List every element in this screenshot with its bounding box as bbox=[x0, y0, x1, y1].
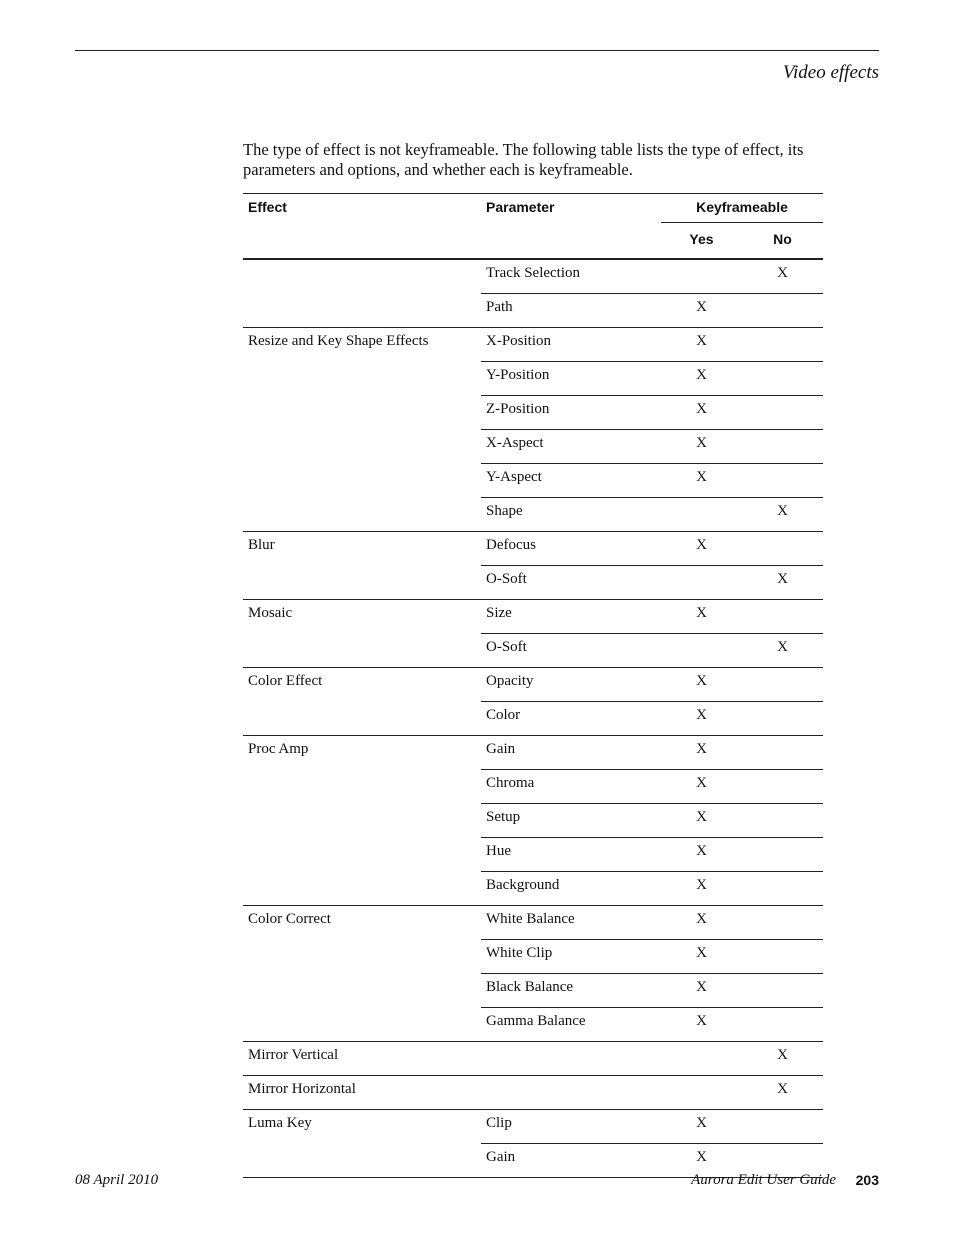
parameter-cell bbox=[481, 1042, 661, 1076]
yes-cell: X bbox=[661, 328, 742, 362]
table-body bbox=[243, 259, 823, 1178]
no-cell bbox=[742, 328, 823, 362]
effect-cell: Mirror Vertical bbox=[243, 1042, 481, 1076]
yes-cell: X bbox=[661, 872, 742, 906]
no-cell bbox=[742, 1110, 823, 1144]
yes-cell: X bbox=[661, 940, 742, 974]
parameter-cell: Color bbox=[481, 702, 661, 736]
effect-cell bbox=[243, 702, 481, 736]
no-cell bbox=[742, 906, 823, 940]
no-cell bbox=[742, 396, 823, 430]
parameter-cell: Chroma bbox=[481, 770, 661, 804]
no-cell bbox=[742, 362, 823, 396]
table-row bbox=[243, 634, 823, 668]
effect-cell bbox=[243, 770, 481, 804]
effect-cell: Resize and Key Shape Effects bbox=[248, 333, 429, 349]
table-row bbox=[243, 328, 823, 362]
no-cell: X bbox=[742, 498, 823, 532]
parameter-cell: Y-Position bbox=[481, 362, 661, 396]
table-row bbox=[243, 430, 823, 464]
table-row bbox=[243, 464, 823, 498]
yes-cell: X bbox=[661, 770, 742, 804]
yes-cell: X bbox=[661, 668, 742, 702]
yes-cell: X bbox=[661, 294, 742, 328]
effect-cell bbox=[243, 872, 481, 906]
page-number: 203 bbox=[855, 1172, 879, 1188]
effect-cell: Mosaic bbox=[248, 605, 293, 621]
effect-cell: Luma Key bbox=[248, 1115, 312, 1131]
table-row bbox=[243, 770, 823, 804]
no-cell bbox=[742, 940, 823, 974]
no-cell bbox=[742, 294, 823, 328]
parameter-cell: White Clip bbox=[481, 940, 661, 974]
table-row bbox=[243, 702, 823, 736]
yes-cell: X bbox=[661, 396, 742, 430]
table-row bbox=[243, 804, 823, 838]
table-row bbox=[243, 1076, 823, 1110]
no-cell: X bbox=[742, 1042, 823, 1076]
no-cell bbox=[742, 1008, 823, 1042]
parameter-cell: Path bbox=[481, 294, 661, 328]
no-cell: X bbox=[742, 1076, 823, 1110]
effect-cell: Blur bbox=[248, 537, 275, 553]
parameter-cell: O-Soft bbox=[481, 634, 661, 668]
yes-cell: X bbox=[661, 1144, 742, 1178]
parameter-cell: Gain bbox=[481, 1144, 661, 1178]
parameter-cell: Black Balance bbox=[481, 974, 661, 1008]
table-row bbox=[243, 259, 823, 294]
yes-cell: X bbox=[661, 838, 742, 872]
yes-cell: X bbox=[661, 906, 742, 940]
effect-cell bbox=[243, 362, 481, 396]
yes-cell: X bbox=[661, 362, 742, 396]
effect-cell bbox=[243, 804, 481, 838]
effect-cell bbox=[243, 634, 481, 668]
table-row bbox=[243, 566, 823, 600]
parameter-cell: Hue bbox=[481, 838, 661, 872]
parameter-cell: Opacity bbox=[481, 668, 661, 702]
yes-cell bbox=[661, 634, 742, 668]
no-cell bbox=[742, 872, 823, 906]
header-no: No bbox=[773, 231, 792, 247]
table-row bbox=[243, 498, 823, 532]
yes-cell: X bbox=[661, 464, 742, 498]
table-row bbox=[243, 940, 823, 974]
parameter-cell: Shape bbox=[481, 498, 661, 532]
no-cell bbox=[742, 838, 823, 872]
header-effect: Effect bbox=[243, 194, 481, 260]
effect-cell bbox=[243, 974, 481, 1008]
parameter-cell: Setup bbox=[481, 804, 661, 838]
table-row bbox=[243, 736, 823, 770]
header-rule bbox=[75, 50, 879, 51]
yes-cell: X bbox=[661, 600, 742, 634]
no-cell: X bbox=[742, 634, 823, 668]
parameter-cell: Gain bbox=[481, 736, 661, 770]
table-row bbox=[243, 1110, 823, 1144]
yes-cell bbox=[661, 1076, 742, 1110]
effect-cell bbox=[243, 566, 481, 600]
table-row bbox=[243, 906, 823, 940]
table-row bbox=[243, 362, 823, 396]
no-cell bbox=[742, 974, 823, 1008]
yes-cell: X bbox=[661, 1110, 742, 1144]
table-row bbox=[243, 1042, 823, 1076]
yes-cell: X bbox=[661, 736, 742, 770]
parameter-cell: Defocus bbox=[481, 532, 661, 566]
effect-cell bbox=[243, 259, 481, 294]
no-cell: X bbox=[742, 259, 823, 294]
parameter-cell: O-Soft bbox=[481, 566, 661, 600]
parameter-cell bbox=[481, 1076, 661, 1110]
footer-guide-title: Aurora Edit User Guide bbox=[691, 1172, 836, 1188]
yes-cell: X bbox=[661, 1008, 742, 1042]
keyframeable-effects-table bbox=[243, 193, 823, 1178]
table-row bbox=[243, 668, 823, 702]
intro-paragraph: The type of effect is not keyframeable. The following table lists the type of effect, its parameters and options, and whether each is keyframeable. bbox=[243, 140, 804, 179]
table-row bbox=[243, 974, 823, 1008]
no-cell: X bbox=[742, 566, 823, 600]
yes-cell bbox=[661, 498, 742, 532]
footer-date: 08 April 2010 bbox=[75, 1172, 159, 1188]
yes-cell bbox=[661, 1042, 742, 1076]
effect-cell bbox=[243, 498, 481, 532]
header-keyframeable-label: Keyframeable bbox=[696, 199, 788, 215]
header-keyframeable bbox=[661, 194, 823, 228]
no-cell bbox=[742, 804, 823, 838]
effect-cell bbox=[243, 464, 481, 498]
table-row bbox=[243, 396, 823, 430]
no-cell bbox=[742, 600, 823, 634]
table-row bbox=[243, 838, 823, 872]
parameter-cell: Y-Aspect bbox=[481, 464, 661, 498]
no-cell bbox=[742, 532, 823, 566]
no-cell bbox=[742, 668, 823, 702]
effect-cell: Proc Amp bbox=[248, 741, 309, 757]
effect-cell bbox=[243, 1144, 481, 1178]
header-parameter: Parameter bbox=[481, 194, 661, 260]
table-row bbox=[243, 600, 823, 634]
effect-cell: Color Correct bbox=[248, 911, 331, 927]
effect-cell bbox=[243, 838, 481, 872]
no-cell bbox=[742, 702, 823, 736]
effect-cell bbox=[243, 294, 481, 328]
effect-cell bbox=[243, 940, 481, 974]
parameter-cell: Background bbox=[481, 872, 661, 906]
effect-cell: Mirror Horizontal bbox=[243, 1076, 481, 1110]
parameter-cell: Clip bbox=[481, 1110, 661, 1144]
yes-cell bbox=[661, 566, 742, 600]
effect-cell bbox=[243, 396, 481, 430]
yes-cell: X bbox=[661, 532, 742, 566]
table-row bbox=[243, 1008, 823, 1042]
parameter-cell: X-Position bbox=[481, 328, 661, 362]
header-yes: Yes bbox=[689, 231, 714, 247]
yes-cell: X bbox=[661, 804, 742, 838]
header-keyframeable-rule bbox=[661, 222, 823, 223]
effect-cell bbox=[243, 1008, 481, 1042]
parameter-cell: Track Selection bbox=[481, 259, 661, 294]
table-row bbox=[243, 294, 823, 328]
no-cell bbox=[742, 464, 823, 498]
table-row bbox=[243, 532, 823, 566]
effect-cell: Color Effect bbox=[248, 673, 323, 689]
parameter-cell: Size bbox=[481, 600, 661, 634]
effect-cell bbox=[243, 430, 481, 464]
no-cell bbox=[742, 430, 823, 464]
table-row bbox=[243, 872, 823, 906]
no-cell bbox=[742, 770, 823, 804]
yes-cell bbox=[661, 259, 742, 294]
parameter-cell: Z-Position bbox=[481, 396, 661, 430]
parameter-cell: X-Aspect bbox=[481, 430, 661, 464]
yes-cell: X bbox=[661, 430, 742, 464]
parameter-cell: White Balance bbox=[481, 906, 661, 940]
parameter-cell: Gamma Balance bbox=[481, 1008, 661, 1042]
section-title: Video effects bbox=[782, 62, 879, 83]
yes-cell: X bbox=[661, 702, 742, 736]
yes-cell: X bbox=[661, 974, 742, 1008]
no-cell bbox=[742, 736, 823, 770]
